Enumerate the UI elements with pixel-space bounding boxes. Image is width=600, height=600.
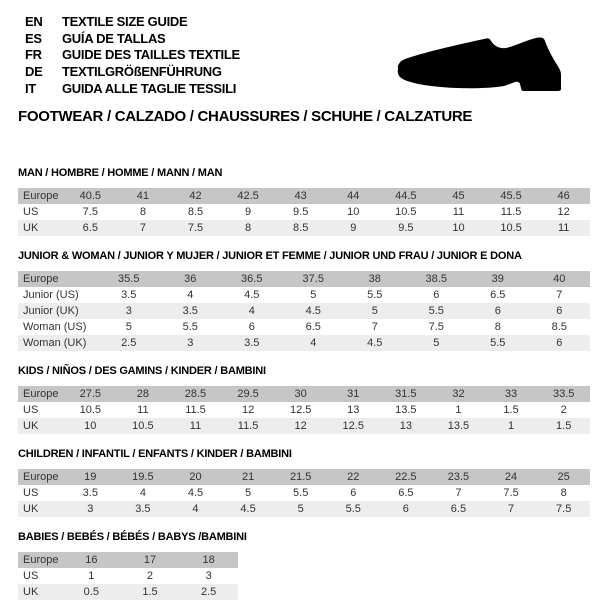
size-value: 5 bbox=[245, 487, 252, 499]
size-value: 13 bbox=[399, 420, 412, 432]
size-value: 40.5 bbox=[79, 190, 101, 202]
size-value: 5.5 bbox=[428, 305, 444, 317]
row-label: Europe bbox=[23, 273, 59, 285]
size-value: 20 bbox=[189, 471, 202, 483]
size-value: 36.5 bbox=[241, 273, 263, 285]
size-value: 4 bbox=[139, 487, 146, 499]
size-row bbox=[18, 584, 238, 600]
row-label: Europe bbox=[23, 190, 59, 202]
size-value: 2 bbox=[560, 404, 567, 416]
size-value: 4.5 bbox=[244, 289, 260, 301]
language-title-list bbox=[25, 13, 240, 97]
size-value: 9.5 bbox=[293, 206, 309, 218]
size-header-row bbox=[18, 386, 590, 402]
size-value: 4 bbox=[192, 503, 199, 515]
size-value: 22 bbox=[347, 471, 360, 483]
size-value: 6 bbox=[433, 289, 440, 301]
size-value: 40 bbox=[553, 273, 566, 285]
size-value: 38.5 bbox=[425, 273, 447, 285]
size-value: 12.5 bbox=[342, 420, 364, 432]
size-value: 33 bbox=[504, 388, 518, 400]
size-value: 12 bbox=[241, 404, 255, 416]
size-value: 10.5 bbox=[395, 206, 417, 218]
size-value: 10 bbox=[452, 222, 465, 234]
size-value: 12 bbox=[557, 206, 570, 218]
size-value: 6.5 bbox=[490, 289, 506, 301]
size-value: 11.5 bbox=[500, 206, 522, 218]
size-value: 3.5 bbox=[82, 487, 98, 499]
size-tables bbox=[18, 167, 590, 600]
row-label: UK bbox=[23, 222, 39, 234]
size-table-section bbox=[18, 531, 590, 600]
size-value: 42.5 bbox=[237, 190, 259, 202]
size-value: 6 bbox=[402, 503, 409, 515]
size-value: 9 bbox=[245, 206, 252, 218]
size-value: 24 bbox=[504, 471, 518, 483]
size-row bbox=[18, 568, 238, 584]
size-row bbox=[18, 303, 590, 319]
row-label: US bbox=[23, 206, 39, 218]
size-value: 38 bbox=[368, 273, 381, 285]
size-value: 6 bbox=[350, 487, 357, 499]
size-value: 6.5 bbox=[398, 487, 414, 499]
size-value: 1.5 bbox=[556, 420, 572, 432]
language-code: ES bbox=[25, 30, 42, 46]
size-value: 6 bbox=[556, 305, 563, 317]
language-row bbox=[25, 30, 240, 47]
size-value: 35.5 bbox=[118, 273, 140, 285]
size-value: 3 bbox=[125, 305, 132, 317]
size-table-title: CHILDREN / INFANTIL / ENFANTS / KINDER / BAMBINI bbox=[18, 448, 292, 460]
size-value: 10 bbox=[347, 206, 360, 218]
size-value: 5 bbox=[297, 503, 304, 515]
size-value: 21 bbox=[241, 471, 255, 483]
row-label: Woman (UK) bbox=[23, 337, 87, 349]
size-row bbox=[18, 335, 590, 351]
size-value: 7.5 bbox=[428, 321, 444, 333]
size-table-section bbox=[18, 167, 590, 236]
language-row bbox=[25, 63, 240, 80]
size-value: 30 bbox=[294, 388, 307, 400]
size-value: 8.5 bbox=[187, 206, 204, 218]
size-value: 5.5 bbox=[182, 321, 198, 333]
language-row bbox=[25, 80, 240, 97]
size-row bbox=[18, 418, 590, 434]
size-value: 18 bbox=[202, 554, 215, 566]
size-value: 6.5 bbox=[450, 503, 467, 515]
size-value: 11 bbox=[452, 206, 465, 218]
size-value: 32 bbox=[452, 388, 465, 400]
size-value: 7.5 bbox=[503, 487, 519, 499]
size-value: 0.5 bbox=[83, 586, 99, 598]
row-label: Junior (UK) bbox=[23, 305, 79, 317]
language-code: EN bbox=[25, 13, 43, 29]
language-guide-title: GUIDA ALLE TAGLIE TESSILI bbox=[62, 81, 237, 97]
size-value: 16 bbox=[85, 554, 98, 566]
size-value: 11 bbox=[557, 222, 570, 234]
size-value: 11 bbox=[189, 420, 202, 432]
size-value: 7 bbox=[556, 289, 563, 301]
size-value: 6 bbox=[494, 305, 501, 317]
size-value: 9.5 bbox=[398, 222, 414, 234]
size-table bbox=[18, 188, 590, 236]
size-value: 8.5 bbox=[551, 321, 567, 333]
row-label: US bbox=[23, 404, 39, 416]
size-value: 5 bbox=[310, 289, 317, 301]
category-title: FOOTWEAR / CALZADO / CHAUSSURES / SCHUHE / CALZATURE bbox=[18, 108, 473, 125]
size-table-title: JUNIOR & WOMAN / JUNIOR Y MUJER / JUNIOR ET FEMME / JUNIOR UND FRAU / JUNIOR E DONA bbox=[18, 250, 522, 262]
size-value: 4.5 bbox=[367, 337, 383, 349]
size-value: 7 bbox=[371, 321, 378, 333]
size-value: 22.5 bbox=[395, 471, 417, 483]
size-value: 46 bbox=[557, 190, 570, 202]
size-table bbox=[18, 469, 590, 517]
row-label: US bbox=[23, 487, 39, 499]
row-label: UK bbox=[23, 503, 39, 515]
size-header-row bbox=[18, 271, 590, 287]
size-value: 7.5 bbox=[556, 503, 572, 515]
row-label: Europe bbox=[23, 554, 59, 566]
size-value: 4.5 bbox=[240, 503, 256, 515]
size-value: 11.5 bbox=[237, 420, 259, 432]
size-value: 12.5 bbox=[289, 404, 312, 416]
size-value: 6 bbox=[248, 321, 255, 333]
size-row bbox=[18, 204, 590, 220]
size-value: 1.5 bbox=[503, 404, 519, 416]
size-value: 28 bbox=[136, 388, 150, 400]
size-value: 33.5 bbox=[552, 388, 575, 400]
size-value: 12 bbox=[294, 420, 307, 432]
size-value: 7 bbox=[455, 487, 462, 499]
size-value: 5 bbox=[371, 305, 378, 317]
size-row bbox=[18, 501, 590, 517]
size-value: 31 bbox=[347, 388, 360, 400]
size-value: 44 bbox=[347, 190, 360, 202]
size-row bbox=[18, 287, 590, 303]
size-table bbox=[18, 552, 238, 600]
size-value: 9 bbox=[350, 222, 357, 234]
language-row bbox=[25, 13, 240, 30]
size-table bbox=[18, 386, 590, 434]
size-value: 10.5 bbox=[132, 420, 154, 432]
size-value: 41 bbox=[136, 190, 150, 202]
size-value: 6.5 bbox=[305, 321, 321, 333]
row-label: Junior (US) bbox=[23, 289, 79, 301]
size-value: 36 bbox=[184, 273, 197, 285]
size-value: 3.5 bbox=[135, 503, 151, 515]
size-header-row bbox=[18, 552, 238, 568]
size-value: 10 bbox=[84, 420, 97, 432]
language-guide-title: TEXTILGRÖßENFÜHRUNG bbox=[62, 64, 222, 80]
row-label: Europe bbox=[23, 471, 59, 483]
size-value: 39 bbox=[491, 273, 504, 285]
size-value: 3.5 bbox=[182, 305, 198, 317]
size-value: 29.5 bbox=[237, 388, 259, 400]
size-value: 1 bbox=[507, 420, 515, 432]
size-value: 44.5 bbox=[395, 190, 417, 202]
size-value: 5.5 bbox=[345, 503, 361, 515]
size-table-title: MAN / HOMBRE / HOMME / MANN / MAN bbox=[18, 167, 223, 179]
size-value: 6 bbox=[556, 337, 563, 349]
size-table-section bbox=[18, 448, 590, 517]
size-value: 3 bbox=[87, 503, 94, 515]
size-value: 17 bbox=[143, 554, 157, 566]
size-value: 8 bbox=[560, 487, 567, 499]
size-value: 8 bbox=[139, 206, 146, 218]
size-value: 4 bbox=[187, 289, 194, 301]
size-value: 3.5 bbox=[244, 337, 260, 349]
row-label: Europe bbox=[23, 388, 59, 400]
size-value: 23.5 bbox=[447, 471, 470, 483]
size-value: 5.5 bbox=[293, 487, 309, 499]
language-guide-title: TEXTILE SIZE GUIDE bbox=[62, 13, 188, 29]
size-value: 7.5 bbox=[187, 222, 204, 234]
size-table-title: KIDS / NIÑOS / DES GAMINS / KINDER / BAMBINI bbox=[18, 365, 266, 377]
size-row bbox=[18, 319, 590, 335]
size-header-row bbox=[18, 188, 590, 204]
size-value: 10.5 bbox=[500, 222, 522, 234]
size-value: 3 bbox=[187, 337, 194, 349]
size-value: 3 bbox=[205, 570, 212, 582]
size-value: 1.5 bbox=[142, 586, 158, 598]
size-value: 42 bbox=[189, 190, 202, 202]
size-value: 7.5 bbox=[82, 206, 98, 218]
size-value: 19 bbox=[84, 471, 97, 483]
size-value: 28.5 bbox=[184, 388, 207, 400]
size-value: 25 bbox=[557, 471, 570, 483]
size-value: 13 bbox=[347, 404, 360, 416]
size-value: 6.5 bbox=[82, 222, 98, 234]
size-value: 45 bbox=[452, 190, 465, 202]
size-value: 7 bbox=[139, 222, 146, 234]
size-table-section bbox=[18, 365, 590, 434]
size-value: 21.5 bbox=[289, 471, 312, 483]
row-label: UK bbox=[23, 420, 39, 432]
size-value: 45.5 bbox=[500, 190, 522, 202]
size-value: 4 bbox=[248, 305, 255, 317]
size-table-section bbox=[18, 250, 590, 351]
size-value: 10.5 bbox=[79, 404, 101, 416]
size-table bbox=[18, 271, 590, 351]
size-value: 4 bbox=[310, 337, 317, 349]
size-value: 2.5 bbox=[121, 337, 137, 349]
language-guide-title: GUIDE DES TAILLES TEXTILE bbox=[62, 47, 240, 63]
row-label: US bbox=[23, 570, 39, 582]
size-value: 1 bbox=[88, 570, 95, 582]
size-row bbox=[18, 485, 590, 501]
size-value: 13.5 bbox=[447, 420, 470, 432]
shoe-icon bbox=[396, 36, 568, 94]
size-value: 31.5 bbox=[395, 388, 417, 400]
size-value: 5 bbox=[433, 337, 440, 349]
size-value: 8.5 bbox=[293, 222, 309, 234]
size-table-title: BABIES / BEBÉS / BÉBÉS / BABYS /BAMBINI bbox=[18, 531, 247, 543]
size-value: 19.5 bbox=[132, 471, 154, 483]
size-value: 5 bbox=[125, 321, 132, 333]
size-value: 5.5 bbox=[367, 289, 383, 301]
language-code: IT bbox=[25, 81, 36, 97]
row-label: UK bbox=[23, 586, 39, 598]
language-guide-title: GUÍA DE TALLAS bbox=[62, 30, 166, 46]
language-code: FR bbox=[25, 47, 42, 63]
row-label: Woman (US) bbox=[23, 321, 87, 333]
size-value: 2.5 bbox=[201, 586, 217, 598]
size-value: 13.5 bbox=[395, 404, 417, 416]
size-header-row bbox=[18, 469, 590, 485]
size-value: 8 bbox=[245, 222, 252, 234]
size-value: 5.5 bbox=[490, 337, 506, 349]
size-value: 37.5 bbox=[302, 273, 324, 285]
size-value: 7 bbox=[507, 503, 515, 515]
size-value: 4.5 bbox=[187, 487, 204, 499]
size-value: 11 bbox=[137, 404, 149, 416]
size-value: 1 bbox=[455, 404, 462, 416]
size-value: 2 bbox=[146, 570, 154, 582]
size-value: 27.5 bbox=[79, 388, 101, 400]
size-value: 4.5 bbox=[305, 305, 321, 317]
size-value: 8 bbox=[494, 321, 501, 333]
size-value: 3.5 bbox=[121, 289, 137, 301]
size-row bbox=[18, 402, 590, 418]
size-value: 43 bbox=[294, 190, 307, 202]
language-row bbox=[25, 47, 240, 64]
size-row bbox=[18, 220, 590, 236]
size-value: 11.5 bbox=[185, 404, 206, 416]
language-code: DE bbox=[25, 64, 43, 80]
